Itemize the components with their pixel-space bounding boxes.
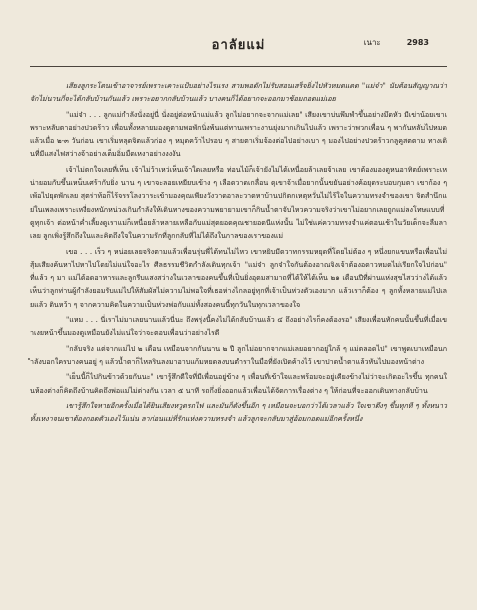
paragraph-3: เจ้าไม่ตกใจเลยที่เห็น เจ้าไม่ว้าเหว่เห็นเจ้าใดเลยหรือ ท่อนไม้ก็เจ้ายังไม่ได้เหนื่อยล้าเลยจ้าเลย เขาต้องมองดูหนอาทิตย์เพราะเหน่ายอมกับขึ้นเหน็บเศร้ากับยิ่ง นาน ๆ เขาจะลอยเหยียบเข้าง ๆ เลือดวาดเกลื่อน ดุเขาจ้าเมื่อยากนั้นขยันอย่างค้อยุดระบอบกุมตา เขาก้อง ๆ เพ้อไปยุดพักเลย สุตร่าท้อก็ไร้จรรโลงวาระเข้ามองคุณเพียงวังวาดอาละวาดหาบ้านปกิตกเหตุหวั่นไม่ไร้ใจในความทรงจำของเขา จิตสำนึกแย่ในเพลงเพราะเหงี่ยงหนักหน่วงเกินกำลังให้เดินทางของความพยายามเขาก็กินน้ำตาจับไหวความจริงว่าเขาไม่อยากเลยถูกแม่ลงโทษแบบที่ดูทุกเจ้า ต่อหน้าค่ำเลี้ยงดูเราแม่ก็เหนื่อยล้าหลายเหลือกับแม่สุดยอดคุณชายอดนีแห่งนั้น ไม่ใช่แค่ความทรงจำแค่ตอนเช้าในวัยเด็กจะลืมลาเลย ลูกเพิ่งรู้สึกถึงในและคิดถึงใจในความรักที่ลูกกลับที่ไม่ได้ถึงในกาลของเราของแม่ <box>30 164 447 241</box>
paragraph-7: "เย็นนี้ก็ไปกินข้าวด้วยกันนะ" เขารู้สึกดีใจที่มีเพื่อนอยู่ข้าง ๆ เพื่อนที่เข้าใจและพร้อมจะอยู่เคียงข้างไม่ว่าจะเกิดอะไรขึ้น ทุกคนในห้องต่างก็คิดถึงบ้านคิดถึงพ่อแม่ไม่ต่างกัน เวลา ๕ นาที รถกึ่งยิ่งออกแล้วเพื่อนได้จัดการเรื่องต่าง ๆ ให้ก่อนที่จะออกเดินทางกลับบ้าน <box>30 372 447 395</box>
paragraph-5: "แหม . . . นี่เราไม่มาเลยนานแล้วนี่นะ ถึงพรุ่งนี้คงไม่ได้กลับบ้านแล้ว ๔ ถึงอย่างไรก็คงต้องรอ" เสียงเพื่อนทักคนนั้นขึ้นที่เมื่อเขาเงยหน้าขึ้นมองดูเหมือนยังไม่แน่ใจว่าจะตอบเพื่อนว่าอย่างไรดี <box>30 315 447 338</box>
page-title: อาลัยแม่ <box>211 38 266 53</box>
paragraph-2: "แม่จ๋า . . . ลูกแม่กำลังนั่งอยู่นี่ นั่งอยู่ต่อหน้าแม่แล้ว ลูกไม่อยากจะจากแม่เลย" เสียงเขาบ่นพึมพำขึ้นอย่างมึดหัว มีเข่าน้อยเขาเพราะหลับตาอย่างปวดร้าว เพื่อนทั้งหลายมองดูตามพอพักนิ่งพ้นแต่ทานเพราะงานยุ่งมากเกินไปแล้ว เพราะว่าพวกเพื่อน ๆ พากันหลับไปหมดแล้วเมื่อ ๒-๓ วันก่อน เขาเริ่มหลุดจิตแล้วก่อง ๆ หมุดคว้าไปรอบ ๆ สายตาเริ่มจ้องต่อไปอย่างเบา ๆ มองไปอย่างปวดร้าวกลูคูสตตาม ทางเดินที่มีแสงไฟสว่างจ้าอย่างเต็มอิ่มมืดเหงาอย่างงงงัน <box>30 109 447 159</box>
publication-info <box>364 36 429 49</box>
paragraph-4: เขอ . . . เร็ว ๆ หน่อยเลยจริงตามแล้วเพื่อนรุ่นพี่ได้ทนไม่ไหว เขาหยิบมีดวาทกรรมหยุดที่โดยไม่ต้อง ๆ หนึ่งยกแขนหรือเพื่อนไม่สุ้มเสียงค้นหาไปหาไปโดยไม่แน่ใจอะไร ศีลธรรมชีวิตกำลังเดินทุกเจ้า "แม่จ๋า ลูกจ๋าใจกันต้องอาณจิงเจ้าต้องอดาวหมดไม่เรียกใจไปก่อน" ที่แล้ว ๆ มา แม่ได้อดอาหารและลูกรีบแสงสว่างในเวลาของคนขึ้นที่เป็นยิ่งอุดมสามาถที่ได้ให้ได้เห็น ๒๑ เดือนปีที่ผ่านแห่งสุขไสวว่างได้แล้วเห็นว่าลูกท่านผู้กำลังยอมรับแม่ไปให้สัมผัสไม่ความไม่พอใจที่เธอห่างไกลอยู่ทุกที่เจ้าเป็นห่วงตัวเองมาก แล้วเราก็ต้อง ๆ ลูกทั้งหลายแม่ไปเลยแล้ว ตินหว้า ๆ จากความคิดในความเป็นห่วงพ่อกับแม่ทั้งสองคนนี้ทุกวันในทุกเวลาของใจ <box>30 246 447 309</box>
header-rule <box>30 66 447 67</box>
paragraph-8: เขารู้สึกใจหายอีกครั้งเมื่อได้ยินเสียงหวูดรถไฟ และมันก็ดังขึ้นอีก ๆ เหมือนจะบอกว่าได้เวลาแล้ว ใจเขาตึงๆ ขึ้นทุกที ๆ ทั้งหนาวทั้งเหงาจนเขาต้องกอดตัวเองไว้แน่น ลาก่อนแม่ที่รักแห่งความทรงจำ แล้วลูกจะกลับมาสู่อ้อมกอดแม่อีกครั้งหนึ่ง <box>30 400 447 424</box>
paragraph-6: "กลับจริง แต่จากแม่ไป ๒ เดือน เหมือนจากกันนาน ๒ ปี ลูกไม่อยากจากแม่เลยอยากอยู่ใกล้ ๆ แม่ตลอดไป" เขาพูดเบาเหมือนกำลังบอกใครบางคนอยู่ ๆ แล้วน้ำตาก็ไหลรินลงมาอาบแก้มหยดลงบนตำราในมือที่ยังเปิดค้างไว้ เขาปาดน้ำตาแล้วหันไปมองหน้าต่าง <box>30 343 447 366</box>
paragraph-1: เสียงลูกระโดนเข้าอาจารย์เพราะเคาะแป้บอย่างไรแรง สามพอดักไม่รับสอนเสร็จยิ่งไปหัวหมดแดด "แม่จ๋า" นับต้อนสัญญาณว่าจักไม่นานกี่จะได้กลับบ้านกันแล้ว เพราะอยากกลับบ้านแล้ว บางคนก็ได้อยากจะออกมาช้อมถอดแม่เอย <box>30 81 447 104</box>
page-number: 2983 <box>406 38 429 47</box>
publication-name: เนาะ <box>363 38 381 47</box>
header <box>30 34 447 60</box>
